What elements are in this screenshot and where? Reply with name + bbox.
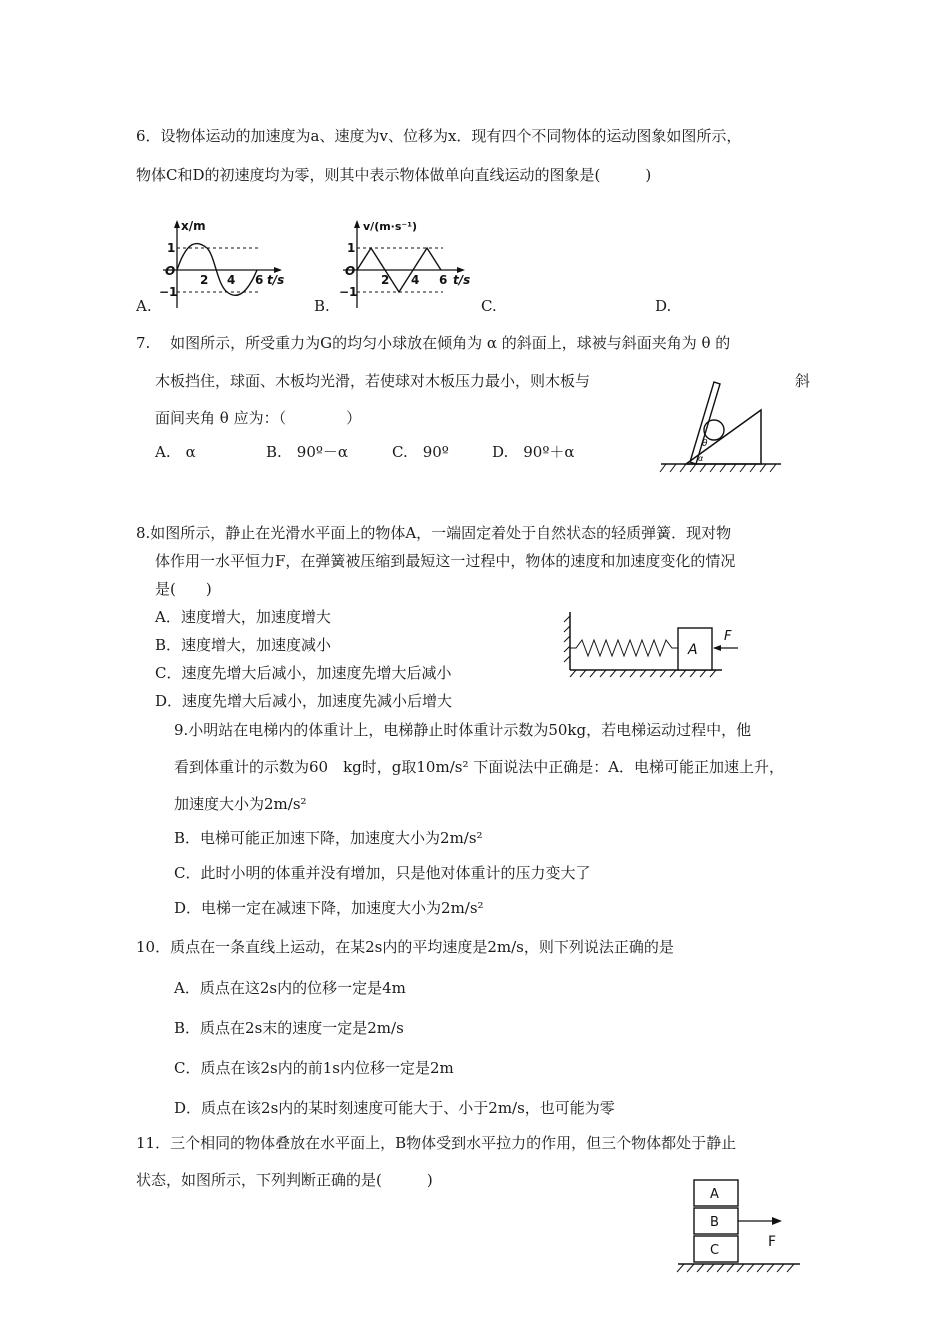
q8-force-label: F [724,629,732,644]
q7-line2a: 木板挡住，球面、木板均光滑，若使球对木板压力最小，则木板与 [155,372,591,390]
q8-line2: 体作用一水平恒力F，在弹簧被压缩到最短这一过程中，物体的速度和加速度变化的情况 [155,552,736,570]
q9-line2: 看到体重计的示数为60 kg时，g取10m/s² 下面说法中正确是：A．电梯可能正加速上升， [174,758,785,776]
q8-option-d: D．速度先增大后减小，加速度先减小后增大 [155,692,453,710]
q10-option-a: A．质点在这2s内的位移一定是4m [174,979,406,997]
q11-line2: 状态，如图所示，下列判断正确的是( ) [136,1171,433,1189]
svg-text:2: 2 [200,273,209,287]
q9-line3: 加速度大小为2m/s² [174,795,307,813]
q9-option-b: B．电梯可能正加速下降，加速度大小为2m/s² [174,829,483,847]
q11-block-b: B [710,1215,719,1230]
svg-text:−1: −1 [159,285,178,299]
svg-text:1: 1 [347,241,356,255]
q6-option-d: D. [655,297,672,315]
q6-line1: 6．设物体运动的加速度为a、速度为v、位移为x．现有四个不同物体的运动图象如图所示， [136,127,742,145]
q7-option-c: C. 90º [392,443,449,461]
q6-line2: 物体C和D的初速度均为零，则其中表示物体做单向直线运动的图象是( ) [136,166,652,184]
svg-text:2: 2 [381,273,390,287]
q6b-ylabel: v/(m·s⁻¹) [363,220,418,233]
q8-line3: 是( ) [155,580,212,598]
q6-graph-a [155,218,315,313]
q11-block-a: A [710,1187,719,1202]
q8-line1: 8.如图所示，静止在光滑水平面上的物体A，一端固定着处于自然状态的轻质弹簧．现对物 [136,524,732,542]
svg-text:1: 1 [167,241,176,255]
svg-text:4: 4 [411,273,420,287]
q6b-xlabel: t/s [453,273,471,287]
q6-option-b: B. [314,297,330,315]
q11-stacked-blocks-figure [672,1178,812,1278]
q8-block-label: A [688,642,698,658]
q10-line1: 10．质点在一条直线上运动，在某2s内的平均速度是2m/s，则下列说法正确的是 [136,938,674,956]
q10-option-b: B．质点在2s末的速度一定是2m/s [174,1019,404,1037]
q6a-ylabel: x/m [181,219,206,233]
q8-option-b: B．速度增大，加速度减小 [155,636,332,654]
q8-spring-figure [562,608,732,680]
q6-graph-b [335,218,495,313]
q7-option-d: D. 90º＋α [492,443,575,461]
q6-option-c: C. [481,297,497,315]
q9-line1: 9.小明站在电梯内的体重计上，电梯静止时体重计示数为50kg，若电梯运动过程中，他 [174,721,752,739]
svg-text:−1: −1 [339,285,358,299]
q8-option-c: C．速度先增大后减小，加速度先增大后减小 [155,664,452,682]
q7-alpha-label: α [698,454,704,463]
q10-option-d: D．质点在该2s内的某时刻速度可能大于、小于2m/s，也可能为零 [174,1099,615,1117]
q7-incline-figure [656,378,786,474]
q6a-xlabel: t/s [267,273,285,287]
svg-text:O: O [165,264,176,278]
q9-option-d: D．电梯一定在减速下降，加速度大小为2m/s² [174,899,484,917]
q7-line1: 7. 如图所示，所受重力为G的均匀小球放在倾角为 α 的斜面上，球被与斜面夹角为 θ 的 [136,334,731,352]
q7-line3: 面间夹角 θ 应为：（ ） [155,409,362,427]
q7-option-a: A. α [155,443,196,461]
q8-option-a: A．速度增大，加速度增大 [155,608,331,626]
svg-text:6: 6 [439,273,448,287]
svg-text:6: 6 [255,273,264,287]
q11-block-c: C [710,1243,720,1258]
q11-line1: 11．三个相同的物体叠放在水平面上，B物体受到水平拉力的作用，但三个物体都处于静止 [136,1134,737,1152]
svg-text:4: 4 [227,273,236,287]
q11-force-label: F [768,1234,777,1250]
q9-option-c: C．此时小明的体重并没有增加，只是他对体重计的压力变大了 [174,864,591,882]
q7-line2b: 斜 [795,372,811,390]
q10-option-c: C．质点在该2s内的前1s内位移一定是2m [174,1059,454,1077]
q7-option-b: B. 90º－α [266,443,349,461]
q7-theta-label: θ [702,439,708,449]
svg-text:O: O [345,264,356,278]
q6-option-a: A. [136,297,152,315]
